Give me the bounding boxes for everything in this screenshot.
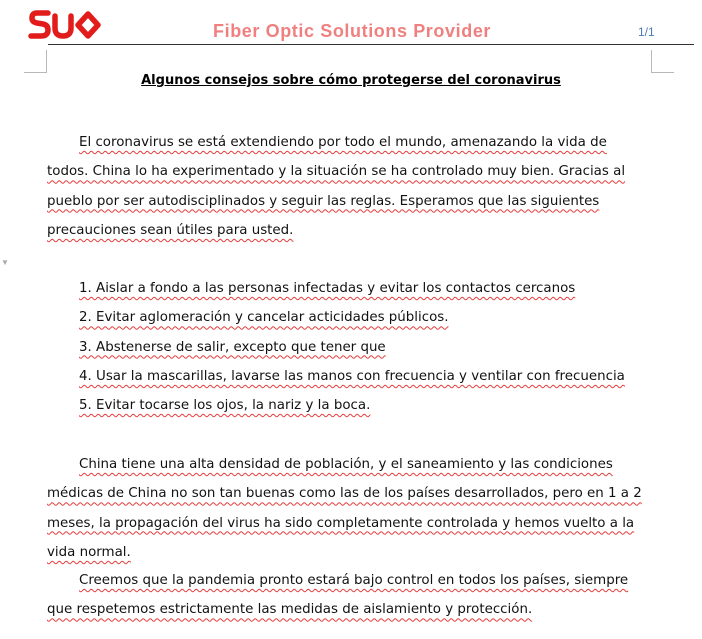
list-item[interactable]: 3. Abstenerse de salir, excepto que tener que — [79, 339, 386, 355]
paragraph-china[interactable]: China tiene una alta densidad de población, y el saneamiento y las condiciones médicas de China no son tan buenas como las de los países desarrollados, pero en 1 a 2 meses, la propagación del virus ha sido completamente controlada y hemos vuelto a la vida normal. — [47, 457, 642, 560]
list-item[interactable]: 2. Evitar aglomeración y cancelar acticidades públicos. — [79, 310, 449, 326]
suo-logo — [28, 8, 102, 42]
page-number: 1/1 — [638, 25, 655, 39]
document-title-text: Algunos consejos sobre cómo protegerse del coronavirus — [141, 73, 561, 88]
crop-mark-top-left — [24, 50, 47, 73]
paragraph-conclusion[interactable]: Creemos que la pandemia pronto estará bajo control en todos los países, siempre que respetemos estrictamente las medidas de aislamiento y protección. — [47, 573, 629, 618]
header-title: Fiber Optic Solutions Provider — [213, 21, 492, 41]
list-item[interactable]: 5. Evitar tocarse los ojos, la nariz y la boca. — [79, 398, 371, 414]
paragraph-intro[interactable]: El coronavirus se está extendiendo por todo el mundo, amenazando la vida de todos. China lo ha experimentado y la situación se ha controlado muy bien. Gracias al pueblo por ser autodisciplinados y seguir las reglas. Esperamos que las siguientes precauciones sean útiles para usted. — [47, 135, 626, 238]
crop-mark-top-right — [651, 50, 674, 73]
header-divider — [48, 44, 694, 45]
list-item[interactable]: 1. Aislar a fondo a las personas infectadas y evitar los contactos cercanos — [79, 281, 576, 296]
document-title[interactable] — [0, 73, 702, 88]
margin-marker-icon: ▼ — [1, 258, 9, 267]
list-item[interactable]: 4. Usar la mascarillas, lavarse las manos con frecuencia y ventilar con frecuencia — [79, 368, 625, 384]
precautions-list — [79, 274, 639, 420]
